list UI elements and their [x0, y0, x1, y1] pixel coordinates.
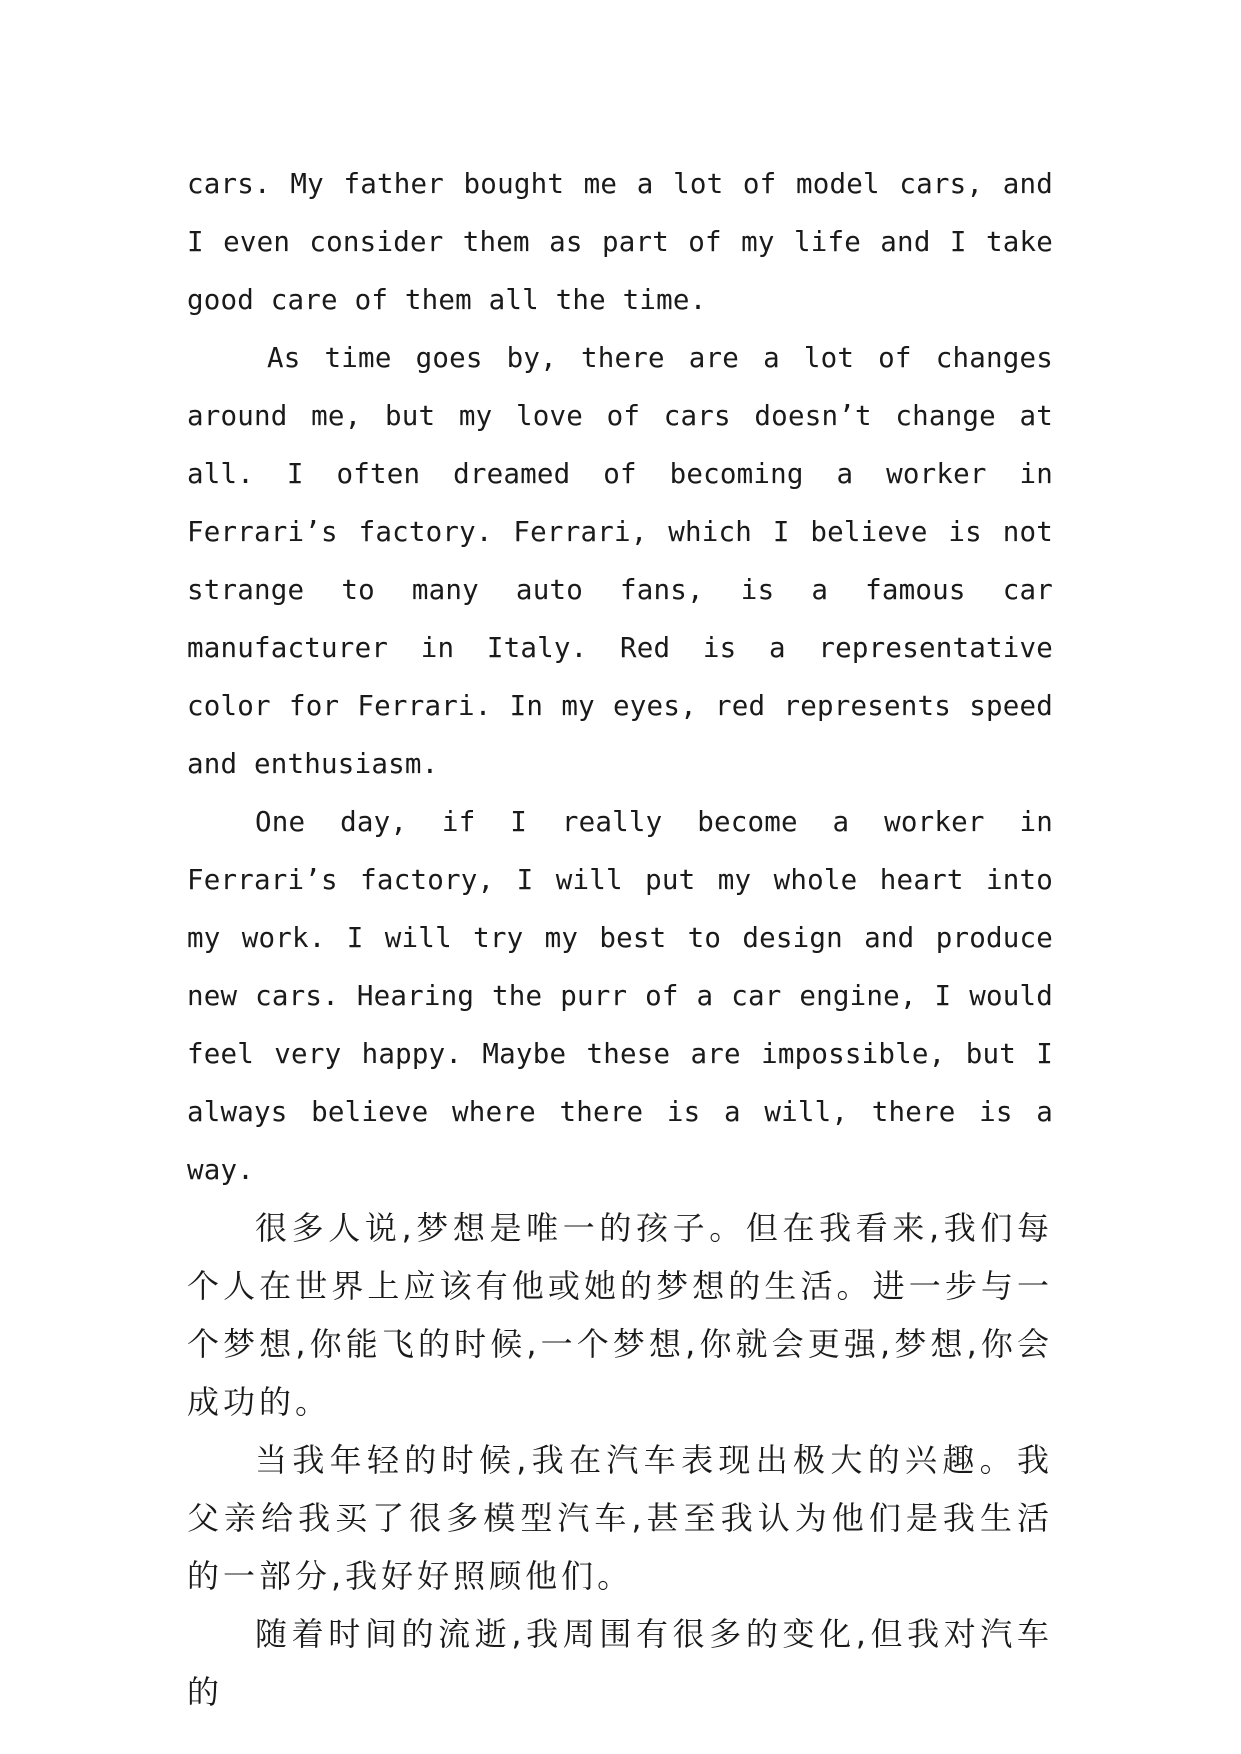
paragraph-one-day: One day, if I really become a worker in Ferrari’s factory, I will put my whole heart into my work. I will try my best to design and produce new cars. Hearing the purr of a car engine, I would feel very happy. Maybe these are impossible, but I always believe where there is a will, there is a way. [187, 806, 1053, 1186]
paragraph-zh-time: 随着时间的流逝,我周围有很多的变化,但我对汽车的 [187, 1615, 1053, 1711]
paragraph-zh-dream: 很多人说,梦想是唯一的孩子。但在我看来,我们每个人在世界上应该有他或她的梦想的生活。进一步与一个梦想,你能飞的时候,一个梦想,你就会更强,梦想,你会成功的。 [187, 1209, 1053, 1421]
paragraph-cars-model: cars. My father bought me a lot of model cars, and I even consider them as part of my life and I take good care of them all the time. [187, 168, 1053, 316]
paragraph-zh-young: 当我年轻的时候,我在汽车表现出极大的兴趣。我父亲给我买了很多模型汽车,甚至我认为他们是我生活的一部分,我好好照顾他们。 [187, 1441, 1053, 1595]
document-page [187, 155, 1053, 1715]
paragraph-time-goes-by: As time goes by, there are a lot of changes around me, but my love of cars doesn’t change at all. I often dreamed of becoming a worker in Ferrari’s factory. Ferrari, which I believe is not strange to many auto fans, is a famous car manufacturer in Italy. Red is a representative color for Ferrari. In my eyes, red represents speed and enthusiasm. [187, 342, 1053, 780]
